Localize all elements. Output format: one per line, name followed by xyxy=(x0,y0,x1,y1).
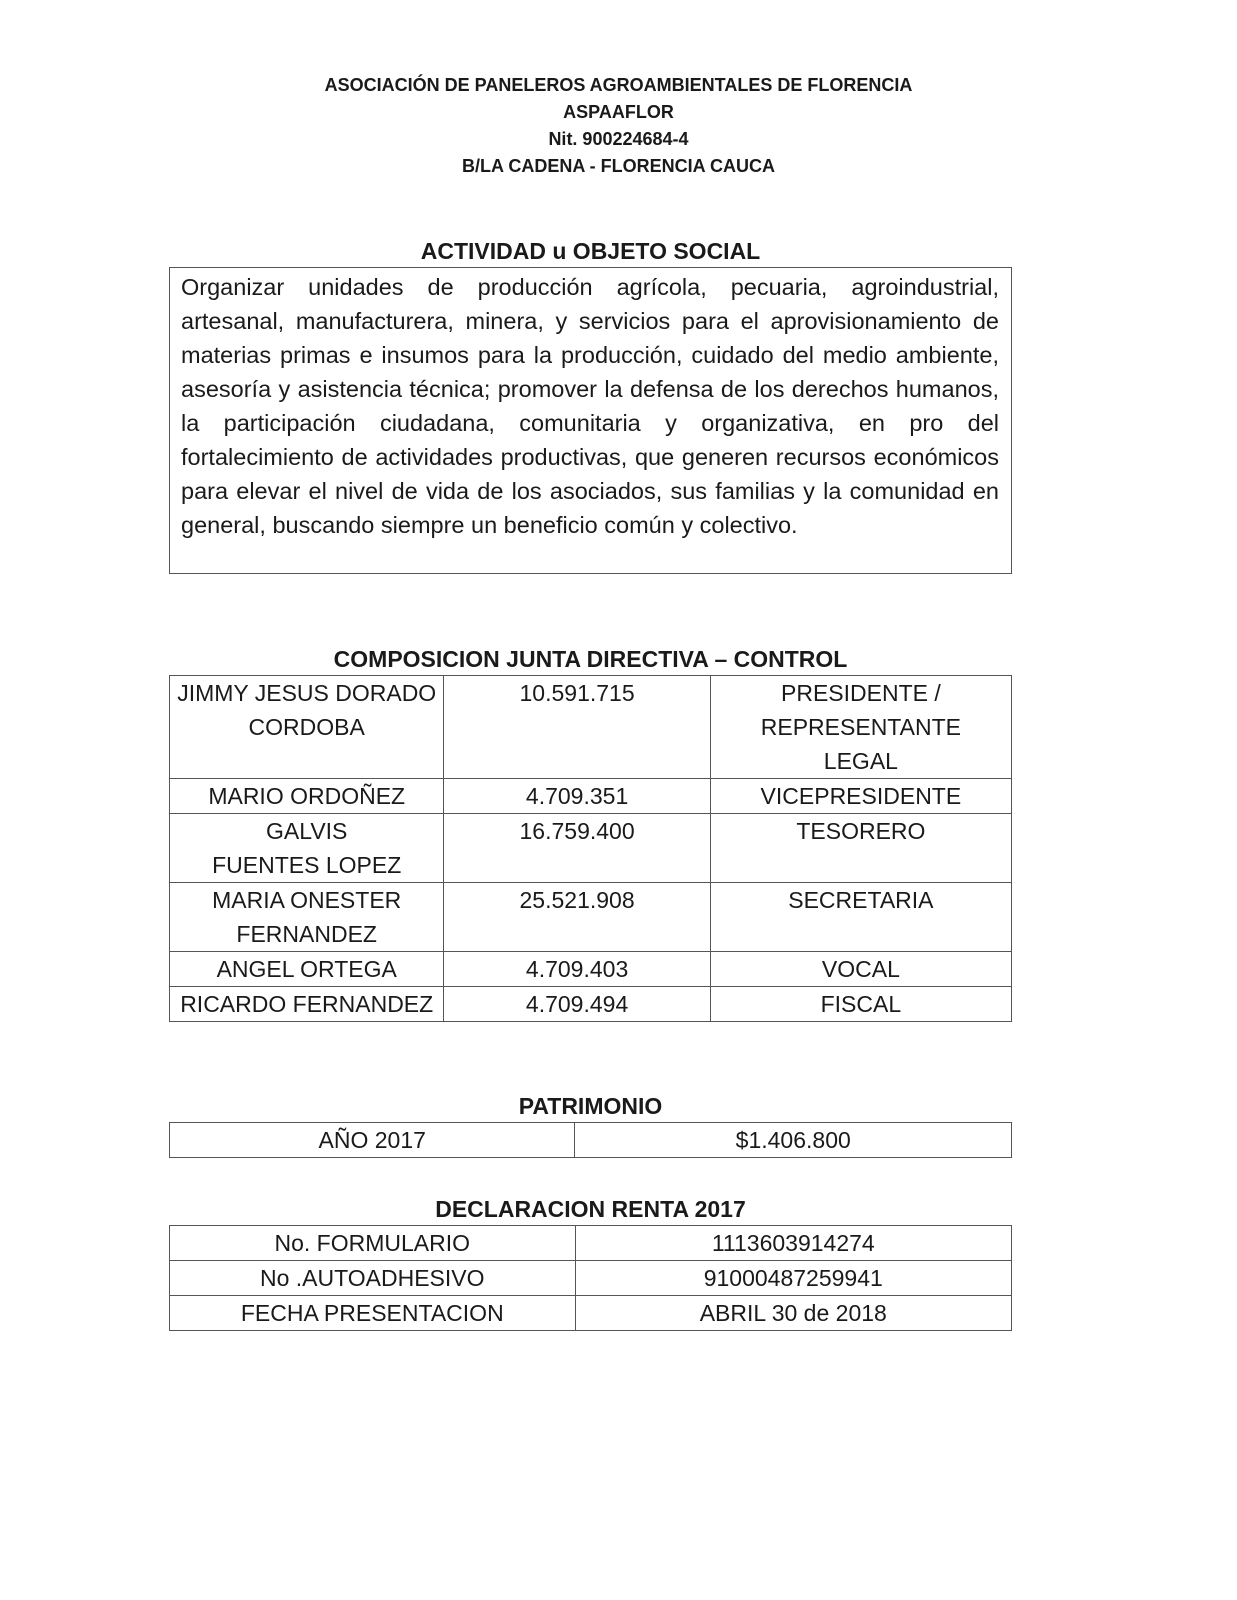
member-role: PRESIDENTE / REPRESENTANTE LEGAL xyxy=(710,676,1011,779)
junta-table xyxy=(169,675,1012,1022)
table-row xyxy=(170,883,1012,952)
table-row xyxy=(170,779,1012,814)
member-id: 25.521.908 xyxy=(444,883,710,952)
organization-name: ASOCIACIÓN DE PANELEROS AGROAMBIENTALES DE FLORENCIA xyxy=(324,75,913,95)
member-name: ANGEL ORTEGA xyxy=(170,952,444,987)
renta-label: No .AUTOADHESIVO xyxy=(170,1261,576,1296)
patrimonio-table xyxy=(169,1122,1012,1158)
table-row xyxy=(170,987,1012,1022)
member-name: RICARDO FERNANDEZ xyxy=(170,987,444,1022)
member-id: 10.591.715 xyxy=(444,676,710,779)
table-row xyxy=(170,1123,1012,1158)
member-role: FISCAL xyxy=(710,987,1011,1022)
member-id: 4.709.403 xyxy=(444,952,710,987)
patrimonio-title: PATRIMONIO xyxy=(518,1093,663,1119)
document-header xyxy=(0,72,1237,180)
patrimonio-label: AÑO 2017 xyxy=(170,1123,575,1158)
table-row xyxy=(170,676,1012,779)
table-row xyxy=(170,952,1012,987)
renta-value: 1113603914274 xyxy=(575,1226,1011,1261)
objeto-title: ACTIVIDAD u OBJETO SOCIAL xyxy=(420,238,761,264)
table-row xyxy=(170,1296,1012,1331)
junta-title: COMPOSICION JUNTA DIRECTIVA – CONTROL xyxy=(333,646,848,672)
renta-title: DECLARACION RENTA 2017 xyxy=(435,1196,746,1222)
member-role: VICEPRESIDENTE xyxy=(710,779,1011,814)
member-id: 16.759.400 xyxy=(444,814,710,883)
member-name: GALVIS FUENTES LOPEZ xyxy=(170,814,444,883)
objeto-text: Organizar unidades de producción agrícola, pecuaria, agroindustrial, artesanal, manufacturera, minera, y servicios para el aprovisionamiento de materias primas e insumos para la producción, cuidado del medio ambiente, asesoría y asistencia técnica; promover la defensa de los derechos humanos, la participación ciudadana, comunitaria y organizativa, en pro del fortalecimiento de actividades productivas, que generen recursos económicos para elevar el nivel de vida de los asociados, sus familias y la comunidad en general, buscando siempre un beneficio común y colectivo. xyxy=(169,267,1012,574)
renta-label: FECHA PRESENTACION xyxy=(170,1296,576,1331)
renta-value: 91000487259941 xyxy=(575,1261,1011,1296)
table-row xyxy=(170,1261,1012,1296)
renta-value: ABRIL 30 de 2018 xyxy=(575,1296,1011,1331)
patrimonio-value: $1.406.800 xyxy=(575,1123,1012,1158)
renta-label: No. FORMULARIO xyxy=(170,1226,576,1261)
member-role: SECRETARIA xyxy=(710,883,1011,952)
member-name: MARIO ORDOÑEZ xyxy=(170,779,444,814)
organization-nit: Nit. 900224684-4 xyxy=(548,129,689,149)
member-name: JIMMY JESUS DORADO CORDOBA xyxy=(170,676,444,779)
table-row xyxy=(170,1226,1012,1261)
organization-acronym: ASPAAFLOR xyxy=(563,102,674,122)
member-name: MARIA ONESTER FERNANDEZ xyxy=(170,883,444,952)
member-role: TESORERO xyxy=(710,814,1011,883)
renta-table xyxy=(169,1225,1012,1331)
organization-address: B/LA CADENA - FLORENCIA CAUCA xyxy=(462,156,775,176)
member-id: 4.709.351 xyxy=(444,779,710,814)
member-id: 4.709.494 xyxy=(444,987,710,1022)
member-role: VOCAL xyxy=(710,952,1011,987)
table-row xyxy=(170,814,1012,883)
